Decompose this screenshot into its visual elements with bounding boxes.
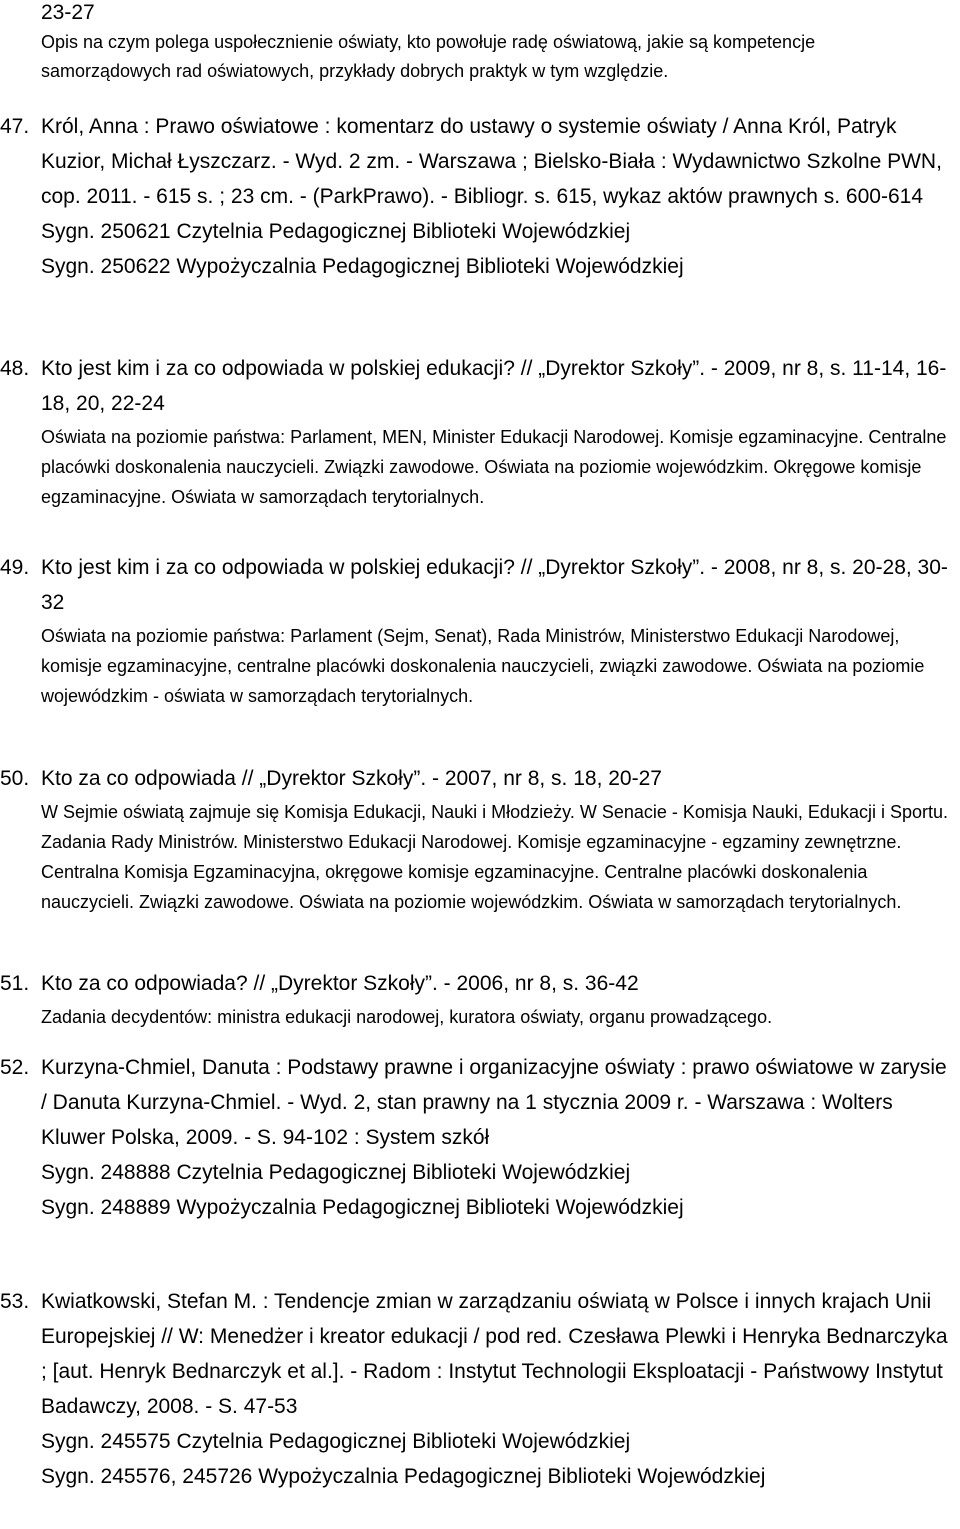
entry-number: 53. <box>0 1290 30 1313</box>
bibliography-entry-48 <box>0 351 960 512</box>
entry-number: 49. <box>0 556 30 579</box>
entry-number: 48. <box>0 357 30 380</box>
bibliography-entry-47 <box>0 109 960 284</box>
call-number-lending: Sygn. 248889 Wypożyczalnia Pedagogicznej Biblioteki Wojewódzkiej <box>41 1196 684 1219</box>
page-range-number: 23-27 <box>41 1 95 24</box>
entry-title: Kwiatkowski, Stefan M. : Tendencje zmian w zarządzaniu oświatą w Polsce i innych krajach Unii Europejskiej // W: Menedżer i kreator edukacji / pod red. Czesława Plewki i Henryka Bednarczyka ; [aut. Henryk Bednarczyk et al.]. - Radom : Instytut Technologii Eksploatacji - Państwowy Instytut Badawczy, 2008. - S. 47-53 <box>41 1290 948 1418</box>
entry-description: Zadania decydentów: ministra edukacji narodowej, kuratora oświaty, organu prowadzącego. <box>41 1007 773 1027</box>
entry-number: 47. <box>0 115 30 138</box>
entry-description: Oświata na poziomie państwa: Parlament, MEN, Minister Edukacji Narodowej. Komisje egzaminacyjne. Centralne placówki doskonalenia nauczycieli. Związki zawodowe. Oświata na poziomie wojewódzkim. Okręgowe komisje egzaminacyjne. Oświata w samorządach terytorialnych. <box>41 427 947 507</box>
entry-description: W Sejmie oświatą zajmuje się Komisja Edukacji, Nauki i Młodzieży. W Senacie - Komisja Nauki, Edukacji i Sportu. Zadania Rady Ministrów. Ministerstwo Edukacji Narodowej. Komisje egzaminacyjne - egzaminy zewnętrzne. Centralna Komisja Egzaminacyjna, okręgowe komisje egzaminacyjne. Centralne placówki doskonalenia nauczycieli. Związki zawodowe. Oświata na poziomie wojewódzkim. Oświata w samorządach terytorialnych. <box>41 802 948 912</box>
entry-title: Kto za co odpowiada? // „Dyrektor Szkoły”. - 2006, nr 8, s. 36-42 <box>41 972 639 995</box>
entry-title: Kto jest kim i za co odpowiada w polskiej edukacji? // „Dyrektor Szkoły”. - 2008, nr 8, s. 20-28, 30-32 <box>41 556 948 614</box>
bibliography-entry-53 <box>0 1284 960 1494</box>
bibliography-entry-50 <box>0 761 960 917</box>
entry-title: Król, Anna : Prawo oświatowe : komentarz do ustawy o systemie oświaty / Anna Król, Patryk Kuzior, Michał Łyszczarz. - Wyd. 2 zm. - Warszawa ; Bielsko-Biała : Wydawnictwo Szkolne PWN, cop. 2011. - 615 s. ; 23 cm. - (ParkPrawo). - Bibliogr. s. 615, wykaz aktów prawnych s. 600-614 <box>41 115 942 208</box>
call-number-lending: Sygn. 250622 Wypożyczalnia Pedagogicznej Biblioteki Wojewódzkiej <box>41 255 684 278</box>
entry-title: Kurzyna-Chmiel, Danuta : Podstawy prawne i organizacyjne oświaty : prawo oświatowe w zarysie / Danuta Kurzyna-Chmiel. - Wyd. 2, stan prawny na 1 stycznia 2009 r. - Warszawa : Wolters Kluwer Polska, 2009. - S. 94-102 : System szkół <box>41 1056 947 1149</box>
call-number-reading-room: Sygn. 250621 Czytelnia Pedagogicznej Biblioteki Wojewódzkiej <box>41 220 631 243</box>
call-number-reading-room: Sygn. 245575 Czytelnia Pedagogicznej Biblioteki Wojewódzkiej <box>41 1430 631 1453</box>
entry-title: Kto jest kim i za co odpowiada w polskiej edukacji? // „Dyrektor Szkoły”. - 2009, nr 8, s. 11-14, 16-18, 20, 22-24 <box>41 357 947 415</box>
call-number-reading-room: Sygn. 248888 Czytelnia Pedagogicznej Biblioteki Wojewódzkiej <box>41 1161 631 1184</box>
bibliography-entry-51 <box>0 966 960 1032</box>
call-number-lending: Sygn. 245576, 245726 Wypożyczalnia Pedagogicznej Biblioteki Wojewódzkiej <box>41 1465 766 1488</box>
entry-number: 51. <box>0 972 30 995</box>
entry-number: 50. <box>0 767 30 790</box>
entry-number: 52. <box>0 1056 30 1079</box>
entry-title: Kto za co odpowiada // „Dyrektor Szkoły”. - 2007, nr 8, s. 18, 20-27 <box>41 767 662 790</box>
bibliography-entry-52 <box>0 1050 960 1225</box>
previous-entry-description: Opis na czym polega uspołecznienie oświaty, kto powołuje radę oświatową, jakie są kompetencje samorządowych rad oświatowych, przykłady dobrych praktyk w tym względzie. <box>41 32 816 81</box>
bibliography-entry-49 <box>0 550 960 711</box>
entry-description: Oświata na poziomie państwa: Parlament (Sejm, Senat), Rada Ministrów, Ministerstwo Edukacji Narodowej, komisje egzaminacyjne, centralne placówki doskonalenia nauczycieli, związki zawodowe. Oświata na poziomie wojewódzkim - oświata w samorządach terytorialnych. <box>41 626 925 706</box>
